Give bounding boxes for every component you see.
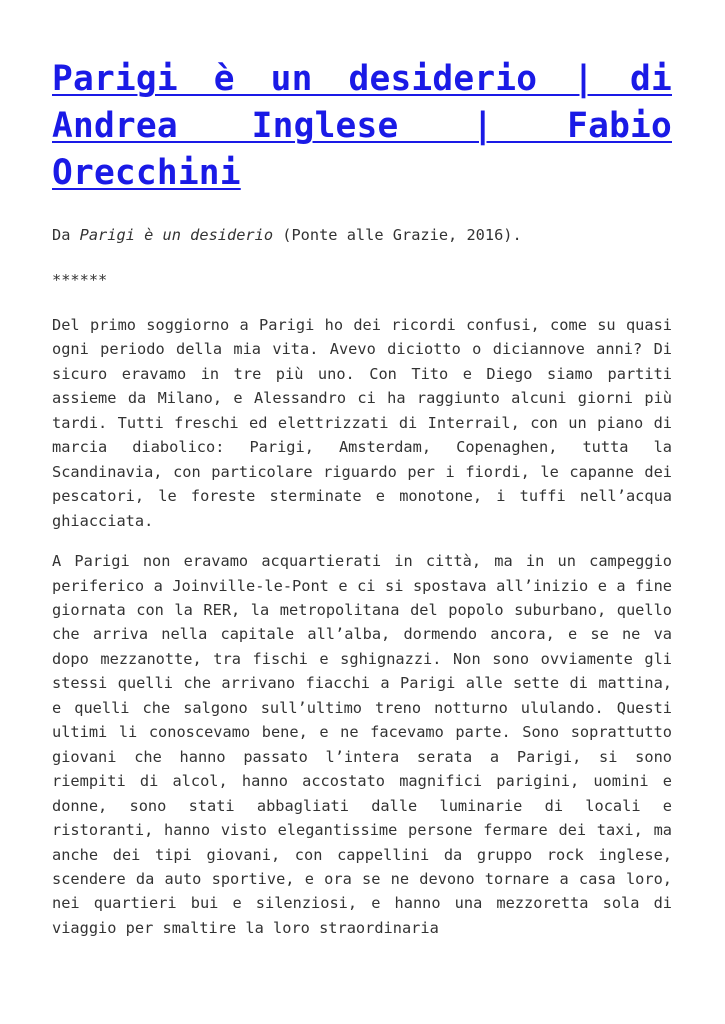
paragraph-1: Del primo soggiorno a Parigi ho dei ricordi confusi, come su quasi ogni periodo della mia vita. Avevo diciotto o diciannove anni? Di sicuro eravamo in tre più uno. Con Tito e Diego siamo partiti assieme da Milano, e Alessandro ci ha raggiunto alcuni giorni più tardi. Tutti freschi ed elettrizzati di Interrail, con un piano di marcia diabolico: Parigi, Amsterdam, Copenaghen, tutta la Scandinavia, con particolare riguardo per i fiordi, le capanne dei pescatori, le foreste sterminate e monotone, i tuffi nell’acqua ghiacciata. xyxy=(52,316,672,530)
article-byline xyxy=(52,223,672,248)
byline-prefix: Da xyxy=(52,226,80,244)
paragraph-2: A Parigi non eravamo acquartierati in città, ma in un campeggio periferico a Joinville-le-Pont e ci si spostava all’inizio e a fine giornata con la RER, la metropolitana del popolo suburbano, quello che arriva nella capitale all’alba, dormendo ancora, e se ne va dopo mezzanotte, tra fischi e sghignazzi. Non sono ovviamente gli stessi quelli che arrivano fiacchi a Parigi alle sette di mattina, e quelli che salgono sull’ultimo treno notturno ululando. Questi ultimi li conoscevamo bene, e ne facevamo parte. Sono soprattutto giovani che hanno passato l’intera serata a Parigi, si sono riempiti di alcol, hanno accostato magnifici parigini, uomini e donne, sono stati abbagliati dalle luminarie di locali e ristoranti, hanno visto elegantissime persone fermare dei taxi, ma anche dei tipi giovani, con cappellini da gruppo rock inglese, scendere da auto sportive, e ora se ne devono tornare a casa loro, nei quartieri bui e silenziosi, e hanno una mezzoretta sola di viaggio per smaltire la loro straordinaria xyxy=(52,552,672,937)
article-title-link[interactable]: Parigi è un desiderio | di Andrea Inglese | Fabio Orecchini xyxy=(52,59,672,193)
byline-suffix: (Ponte alle Grazie, 2016). xyxy=(273,226,522,244)
section-separator: ****** xyxy=(52,270,108,289)
byline-book-title: Parigi è un desiderio xyxy=(79,226,274,244)
article-title xyxy=(52,56,672,197)
article xyxy=(52,56,672,940)
